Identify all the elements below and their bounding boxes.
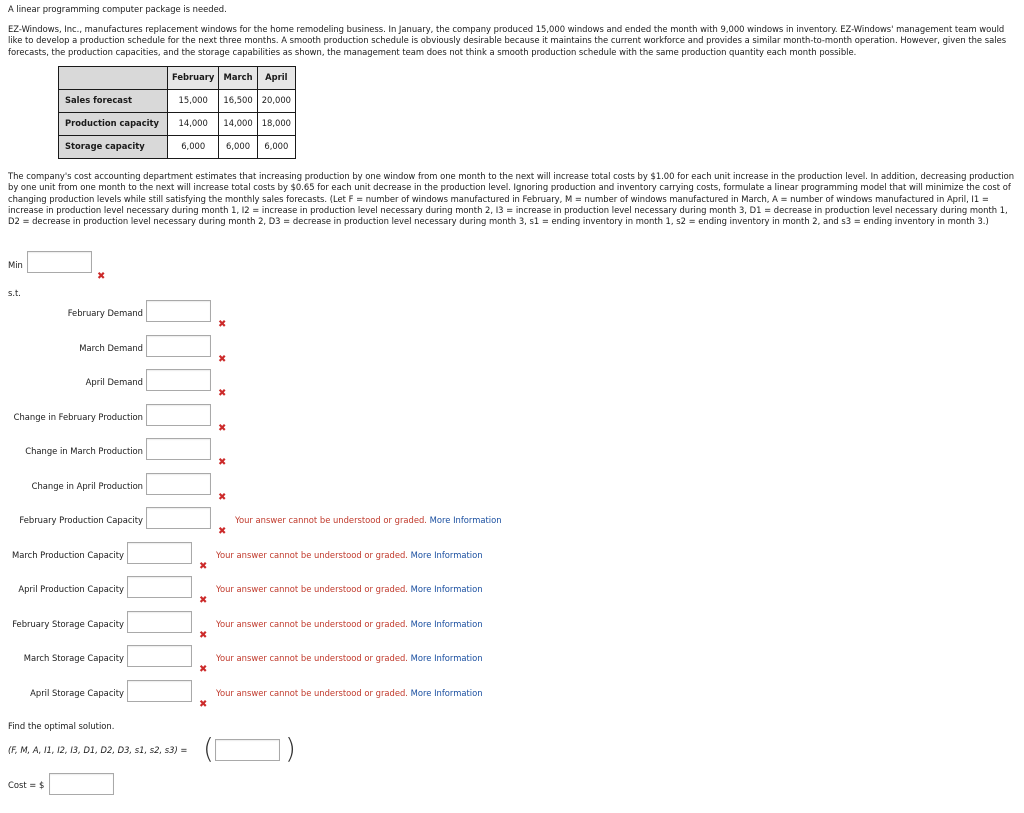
constraint-input[interactable] bbox=[127, 645, 192, 667]
table-row bbox=[59, 136, 296, 159]
table-row bbox=[59, 90, 296, 113]
constraint-input[interactable] bbox=[127, 542, 192, 564]
row-label: Production capacity bbox=[59, 113, 168, 136]
error-text: Your answer cannot be understood or graded. bbox=[235, 515, 427, 525]
constraint-label: Change in March Production bbox=[25, 446, 143, 456]
constraint-input[interactable] bbox=[146, 335, 211, 357]
min-label: Min bbox=[8, 260, 23, 270]
constraint-label: March Demand bbox=[79, 343, 143, 353]
table-cell: 6,000 bbox=[168, 136, 219, 159]
incorrect-icon: ✖ bbox=[218, 423, 227, 434]
incorrect-icon: ✖ bbox=[199, 630, 208, 641]
more-information-link[interactable]: More Information bbox=[429, 515, 502, 525]
error-message bbox=[216, 688, 483, 699]
constraint-input[interactable] bbox=[146, 404, 211, 426]
table-cell: 15,000 bbox=[168, 90, 219, 113]
more-information-link[interactable]: More Information bbox=[410, 584, 483, 594]
constraint-label: April Storage Capacity bbox=[30, 688, 124, 698]
cost-label: Cost = $ bbox=[8, 780, 45, 790]
table-cell: 6,000 bbox=[219, 136, 257, 159]
constraint-label: February Production Capacity bbox=[19, 515, 143, 525]
error-message bbox=[216, 653, 483, 664]
intro-line: A linear programming computer package is needed. bbox=[8, 4, 227, 14]
error-text: Your answer cannot be understood or graded. bbox=[216, 619, 408, 629]
solution-input[interactable] bbox=[215, 739, 280, 761]
incorrect-icon: ✖ bbox=[199, 595, 208, 606]
constraint-label: April Production Capacity bbox=[18, 584, 124, 594]
st-label: s.t. bbox=[8, 288, 21, 298]
incorrect-icon: ✖ bbox=[199, 664, 208, 675]
error-text: Your answer cannot be understood or graded. bbox=[216, 653, 408, 663]
table-cell: 20,000 bbox=[257, 90, 295, 113]
incorrect-icon: ✖ bbox=[199, 699, 208, 710]
more-information-link[interactable]: More Information bbox=[410, 653, 483, 663]
row-label: Storage capacity bbox=[59, 136, 168, 159]
row-label: Sales forecast bbox=[59, 90, 168, 113]
constraint-input[interactable] bbox=[146, 438, 211, 460]
constraint-label: Change in April Production bbox=[31, 481, 143, 491]
error-text: Your answer cannot be understood or graded. bbox=[216, 584, 408, 594]
table-header: February bbox=[168, 67, 219, 90]
constraint-input[interactable] bbox=[127, 680, 192, 702]
table-cell: 14,000 bbox=[219, 113, 257, 136]
table-header: March bbox=[219, 67, 257, 90]
table-cell: 14,000 bbox=[168, 113, 219, 136]
forecast-table bbox=[58, 66, 296, 159]
table-corner bbox=[59, 67, 168, 90]
constraint-label: February Demand bbox=[67, 308, 143, 318]
constraint-input[interactable] bbox=[146, 507, 211, 529]
error-message bbox=[216, 550, 483, 561]
left-paren: ( bbox=[203, 732, 214, 765]
constraint-label: Change in February Production bbox=[13, 412, 143, 422]
more-information-link[interactable]: More Information bbox=[410, 619, 483, 629]
incorrect-icon: ✖ bbox=[218, 457, 227, 468]
more-information-link[interactable]: More Information bbox=[410, 688, 483, 698]
error-message bbox=[235, 515, 502, 526]
incorrect-icon: ✖ bbox=[199, 561, 208, 572]
solution-prompt: Find the optimal solution. bbox=[8, 721, 115, 731]
error-text: Your answer cannot be understood or graded. bbox=[216, 550, 408, 560]
error-message bbox=[216, 584, 483, 595]
table-cell: 16,500 bbox=[219, 90, 257, 113]
constraint-label: March Storage Capacity bbox=[23, 653, 124, 663]
incorrect-icon: ✖ bbox=[97, 271, 106, 282]
constraint-input[interactable] bbox=[146, 369, 211, 391]
table-header: April bbox=[257, 67, 295, 90]
error-message bbox=[216, 619, 483, 630]
right-paren: ) bbox=[285, 732, 296, 765]
constraint-input[interactable] bbox=[127, 576, 192, 598]
objective-input[interactable] bbox=[27, 251, 92, 273]
constraint-input[interactable] bbox=[146, 473, 211, 495]
variable-definitions: F = number of windows manufactured in February, M = number of windows manufactured in March, A = number of windows manufactured in April, I1 = increase in production level necessary during month 1, I2 = increase in production level necessary during month 2, I3 = increase in production level necessary during month 3, D1 = decrease in production level necessary during month 1, D2 = decrease in production level necessary during month 2, D3 = decrease in production level necessary during month 3, s1 = ending inventory in month 1, s2 = ending inventory in month 2, and s3 = ending inventory in month 3.) bbox=[8, 193, 1008, 227]
constraint-input[interactable] bbox=[146, 300, 211, 322]
table-cell: 18,000 bbox=[257, 113, 295, 136]
incorrect-icon: ✖ bbox=[218, 319, 227, 330]
incorrect-icon: ✖ bbox=[218, 492, 227, 503]
constraint-input[interactable] bbox=[127, 611, 192, 633]
more-information-link[interactable]: More Information bbox=[410, 550, 483, 560]
solution-tuple-label: (F, M, A, I1, I2, I3, D1, D2, D3, s1, s2, s3) = bbox=[8, 745, 188, 755]
constraint-label: April Demand bbox=[85, 377, 143, 387]
constraint-label: February Storage Capacity bbox=[12, 619, 124, 629]
incorrect-icon: ✖ bbox=[218, 388, 227, 399]
problem-statement: EZ-Windows, Inc., manufactures replacement windows for the home remodeling business. In January, the company produced 15,000 windows and ended the month with 9,000 windows in inventory. EZ-Windows' management team would like to develop a production schedule for the next three months. A smooth production schedule is obviously desirable because it maintains the current workforce and provides a similar month-to-month operation. However, given the sales forecasts, the production capacities, and the storage capabilities as shown, the management team does not think a smooth production schedule with the same production quantity each month possible. bbox=[8, 24, 1007, 57]
table-cell: 6,000 bbox=[257, 136, 295, 159]
cost-paragraph bbox=[8, 171, 1016, 228]
error-text: Your answer cannot be understood or graded. bbox=[216, 688, 408, 698]
cost-paragraph-text: The company's cost accounting department estimates that increasing production by one window from one month to the next will increase total costs by $1.00 for each unit increase in the production level. In addition, decreasing production by one unit from one month to the next will increase total costs by $0.65 for each unit decrease in the production level. Ignoring production and inventory carrying costs, formulate a linear programming model that will minimize the cost of changing production levels while still satisfying the monthly sales forecasts. (Let bbox=[8, 171, 1015, 204]
constraint-label: March Production Capacity bbox=[11, 550, 124, 560]
cost-input[interactable] bbox=[49, 773, 114, 795]
table-row bbox=[59, 113, 296, 136]
incorrect-icon: ✖ bbox=[218, 354, 227, 365]
incorrect-icon: ✖ bbox=[218, 526, 227, 537]
